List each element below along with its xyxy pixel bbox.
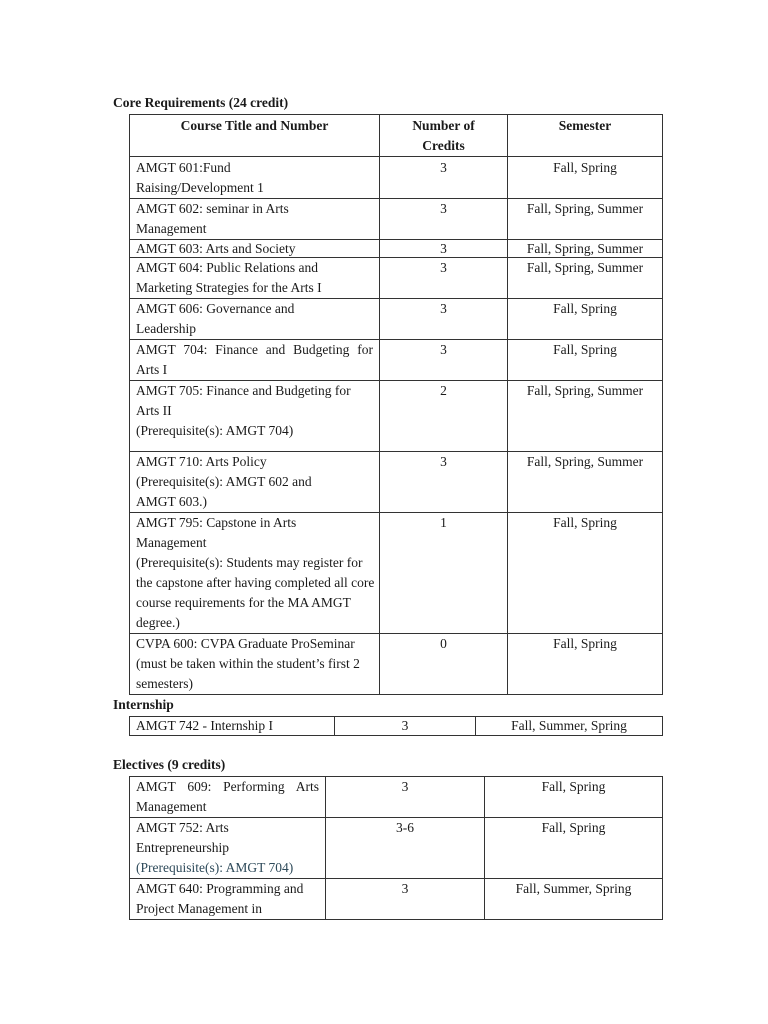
internship-heading: Internship: [113, 697, 174, 712]
semester-cell: Fall, Summer, Spring: [485, 879, 663, 920]
table-row: [130, 240, 663, 258]
prerequisite-note: (Prerequisite(s): AMGT 704): [136, 423, 294, 438]
prerequisite-link[interactable]: (Prerequisite(s): AMGT 704): [136, 860, 294, 875]
column-header-credits: Number of Credits: [380, 115, 508, 157]
course-title: AMGT 704: Finance and Budgeting for Arts I: [130, 340, 380, 381]
course-title: CVPA 600: CVPA Graduate ProSeminar (must be taken within the student’s first 2 semesters): [130, 634, 380, 695]
semester-cell: Fall, Spring: [508, 634, 663, 695]
semester-cell: Fall, Spring, Summer: [508, 240, 663, 258]
course-title: AMGT 601:Fund Raising/Development 1: [130, 157, 380, 199]
table-row: [130, 777, 663, 818]
course-title: AMGT 742 - Internship I: [130, 717, 335, 736]
table-row: [130, 199, 663, 240]
core-requirements-heading: Core Requirements (24 credit): [113, 95, 289, 110]
table-row: [130, 157, 663, 199]
credits-cell: 3: [380, 299, 508, 340]
semester-cell: Fall, Spring: [508, 513, 663, 634]
credits-cell: 3: [380, 258, 508, 299]
course-title: AMGT 604: Public Relations and Marketing Strategies for the Arts I: [130, 258, 380, 299]
prerequisite-note: (Prerequisite(s): Students may register for the capstone after having completed all core course requirements for the MA AMGT degree.): [136, 555, 375, 630]
credits-cell: 3: [380, 340, 508, 381]
column-header-semester: Semester: [508, 115, 663, 157]
credits-cell: 3: [335, 717, 476, 736]
course-title: AMGT 606: Governance and Leadership: [130, 299, 380, 340]
course-cell: [130, 452, 380, 513]
semester-cell: Fall, Spring, Summer: [508, 258, 663, 299]
course-cell: [130, 381, 380, 452]
credits-cell: 3: [326, 879, 485, 920]
course-title: AMGT 609: Performing Arts Management: [130, 777, 326, 818]
column-header-course: Course Title and Number: [130, 115, 380, 157]
table-row: [130, 513, 663, 634]
semester-cell: Fall, Spring, Summer: [508, 452, 663, 513]
table-header-row: [130, 115, 663, 157]
course-title: AMGT 640: Programming and Project Management in: [130, 879, 326, 920]
table-row: [130, 717, 663, 736]
credits-cell: 3: [380, 240, 508, 258]
table-row: [130, 299, 663, 340]
table-row: [130, 258, 663, 299]
semester-cell: Fall, Summer, Spring: [476, 717, 663, 736]
credits-cell: 1: [380, 513, 508, 634]
course-title: AMGT 705: Finance and Budgeting for Arts II: [136, 383, 351, 418]
semester-cell: Fall, Spring: [485, 818, 663, 879]
credits-cell: 3: [380, 157, 508, 199]
course-title: AMGT 603: Arts and Society: [130, 240, 380, 258]
prerequisite-note: (Prerequisite(s): AMGT 602 and AMGT 603.): [136, 474, 312, 509]
semester-cell: Fall, Spring: [508, 157, 663, 199]
course-cell: [130, 513, 380, 634]
course-title: AMGT 752: Arts Entrepreneurship: [136, 820, 229, 855]
credits-cell: 3: [380, 199, 508, 240]
table-row: [130, 818, 663, 879]
core-requirements-table: [129, 114, 663, 695]
course-title: AMGT 710: Arts Policy: [136, 454, 267, 469]
credits-cell: 2: [380, 381, 508, 452]
table-row: [130, 452, 663, 513]
electives-table: [129, 776, 663, 920]
course-cell: [130, 818, 326, 879]
credits-cell: 3: [380, 452, 508, 513]
semester-cell: Fall, Spring: [508, 340, 663, 381]
semester-cell: Fall, Spring: [485, 777, 663, 818]
credits-cell: 3: [326, 777, 485, 818]
semester-cell: Fall, Spring, Summer: [508, 199, 663, 240]
table-row: [130, 340, 663, 381]
semester-cell: Fall, Spring, Summer: [508, 381, 663, 452]
course-title: AMGT 795: Capstone in Arts Management: [136, 515, 297, 550]
table-row: [130, 381, 663, 452]
electives-heading: Electives (9 credits): [113, 757, 226, 772]
course-title: AMGT 602: seminar in Arts Management: [130, 199, 380, 240]
internship-table: [129, 716, 663, 736]
table-row: [130, 879, 663, 920]
semester-cell: Fall, Spring: [508, 299, 663, 340]
credits-cell: 3-6: [326, 818, 485, 879]
credits-cell: 0: [380, 634, 508, 695]
table-row: [130, 634, 663, 695]
